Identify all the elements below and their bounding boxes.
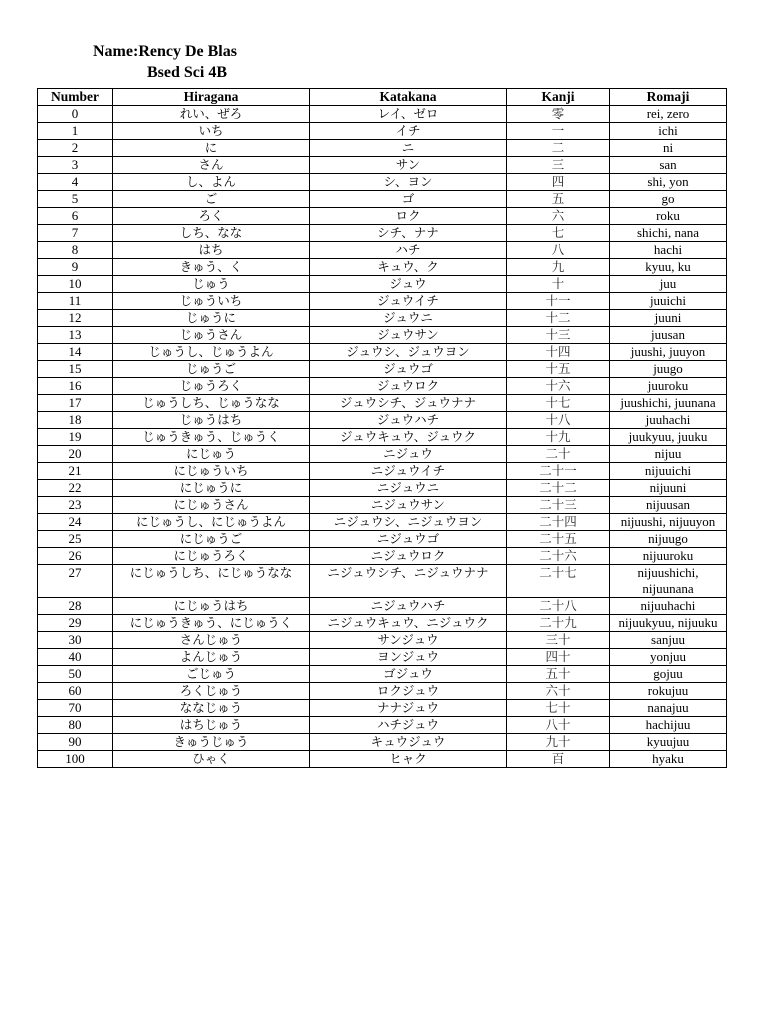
cell-kanji: 八 — [507, 242, 610, 259]
cell-kanji: 百 — [507, 751, 610, 768]
cell-number: 8 — [38, 242, 113, 259]
cell-hiragana: にじゅうし、にじゅうよん — [113, 514, 310, 531]
cell-katakana: ロクジュウ — [310, 683, 507, 700]
cell-hiragana: ごじゅう — [113, 666, 310, 683]
cell-hiragana: よんじゅう — [113, 649, 310, 666]
cell-kanji: 二十四 — [507, 514, 610, 531]
cell-katakana: ゴジュウ — [310, 666, 507, 683]
cell-number: 50 — [38, 666, 113, 683]
cell-romaji: nijuusan — [610, 497, 727, 514]
cell-kanji: 十五 — [507, 361, 610, 378]
cell-katakana: ジュウロク — [310, 378, 507, 395]
column-header-hiragana: Hiragana — [113, 89, 310, 106]
table-row — [38, 140, 727, 157]
cell-romaji: juushichi, juunana — [610, 395, 727, 412]
table-row — [38, 293, 727, 310]
cell-kanji: 二十八 — [507, 598, 610, 615]
cell-katakana: ニジュウシ、ニジュウヨン — [310, 514, 507, 531]
cell-katakana: ジュウシ、ジュウヨン — [310, 344, 507, 361]
cell-romaji: nijuuni — [610, 480, 727, 497]
cell-hiragana: はち — [113, 242, 310, 259]
cell-romaji: juu — [610, 276, 727, 293]
cell-kanji: 一 — [507, 123, 610, 140]
cell-number: 26 — [38, 548, 113, 565]
cell-hiragana: じゅうさん — [113, 327, 310, 344]
cell-romaji: juuroku — [610, 378, 727, 395]
cell-number: 9 — [38, 259, 113, 276]
cell-number: 17 — [38, 395, 113, 412]
cell-katakana: ニジュウニ — [310, 480, 507, 497]
cell-number: 7 — [38, 225, 113, 242]
cell-number: 21 — [38, 463, 113, 480]
cell-hiragana: にじゅうろく — [113, 548, 310, 565]
cell-number: 60 — [38, 683, 113, 700]
cell-romaji: go — [610, 191, 727, 208]
cell-hiragana: ろくじゅう — [113, 683, 310, 700]
cell-number: 15 — [38, 361, 113, 378]
cell-hiragana: にじゅうはち — [113, 598, 310, 615]
table-row — [38, 700, 727, 717]
cell-number: 13 — [38, 327, 113, 344]
cell-kanji: 五 — [507, 191, 610, 208]
cell-kanji: 二十六 — [507, 548, 610, 565]
cell-hiragana: はちじゅう — [113, 717, 310, 734]
table-row — [38, 649, 727, 666]
cell-number: 0 — [38, 106, 113, 123]
cell-romaji: sanjuu — [610, 632, 727, 649]
cell-kanji: 二 — [507, 140, 610, 157]
cell-kanji: 十九 — [507, 429, 610, 446]
cell-hiragana: さん — [113, 157, 310, 174]
cell-katakana: シチ、ナナ — [310, 225, 507, 242]
cell-number: 19 — [38, 429, 113, 446]
cell-kanji: 五十 — [507, 666, 610, 683]
cell-number: 22 — [38, 480, 113, 497]
cell-hiragana: じゅうしち、じゅうなな — [113, 395, 310, 412]
cell-romaji: juuhachi — [610, 412, 727, 429]
cell-hiragana: に — [113, 140, 310, 157]
cell-number: 29 — [38, 615, 113, 632]
table-row — [38, 259, 727, 276]
cell-number: 90 — [38, 734, 113, 751]
table-row — [38, 106, 727, 123]
cell-romaji: hachijuu — [610, 717, 727, 734]
cell-kanji: 十三 — [507, 327, 610, 344]
cell-katakana: イチ — [310, 123, 507, 140]
cell-number: 18 — [38, 412, 113, 429]
cell-kanji: 二十七 — [507, 565, 610, 598]
cell-number: 12 — [38, 310, 113, 327]
table-row — [38, 734, 727, 751]
table-row — [38, 463, 727, 480]
cell-katakana: ニジュウサン — [310, 497, 507, 514]
cell-hiragana: じゅうろく — [113, 378, 310, 395]
cell-kanji: 四 — [507, 174, 610, 191]
cell-romaji: juukyuu, juuku — [610, 429, 727, 446]
cell-hiragana: にじゅういち — [113, 463, 310, 480]
cell-romaji: rokujuu — [610, 683, 727, 700]
cell-katakana: ニジュウキュウ、ニジュウク — [310, 615, 507, 632]
cell-hiragana: さんじゅう — [113, 632, 310, 649]
cell-kanji: 九十 — [507, 734, 610, 751]
cell-katakana: ニジュウゴ — [310, 531, 507, 548]
cell-romaji: juushi, juuyon — [610, 344, 727, 361]
cell-katakana: シ、ヨン — [310, 174, 507, 191]
cell-romaji: juusan — [610, 327, 727, 344]
cell-romaji: san — [610, 157, 727, 174]
table-row — [38, 174, 727, 191]
cell-kanji: 三 — [507, 157, 610, 174]
cell-katakana: ジュウイチ — [310, 293, 507, 310]
cell-kanji: 二十 — [507, 446, 610, 463]
cell-hiragana: じゅう — [113, 276, 310, 293]
cell-romaji: nijuuichi — [610, 463, 727, 480]
cell-katakana: ハチジュウ — [310, 717, 507, 734]
cell-kanji: 二十二 — [507, 480, 610, 497]
column-header-katakana: Katakana — [310, 89, 507, 106]
cell-kanji: 二十一 — [507, 463, 610, 480]
cell-romaji: nijuukyuu, nijuuku — [610, 615, 727, 632]
column-header-romaji: Romaji — [610, 89, 727, 106]
cell-romaji: gojuu — [610, 666, 727, 683]
cell-number: 2 — [38, 140, 113, 157]
cell-katakana: ジュウニ — [310, 310, 507, 327]
cell-number: 25 — [38, 531, 113, 548]
cell-kanji: 六十 — [507, 683, 610, 700]
table-row — [38, 344, 727, 361]
cell-hiragana: じゅうご — [113, 361, 310, 378]
cell-number: 4 — [38, 174, 113, 191]
cell-kanji: 二十三 — [507, 497, 610, 514]
cell-kanji: 十八 — [507, 412, 610, 429]
cell-kanji: 八十 — [507, 717, 610, 734]
cell-hiragana: きゅうじゅう — [113, 734, 310, 751]
cell-number: 80 — [38, 717, 113, 734]
cell-hiragana: れい、ぜろ — [113, 106, 310, 123]
cell-katakana: レイ、ゼロ — [310, 106, 507, 123]
cell-romaji: juugo — [610, 361, 727, 378]
cell-katakana: ニジュウシチ、ニジュウナナ — [310, 565, 507, 598]
cell-number: 16 — [38, 378, 113, 395]
table-row — [38, 327, 727, 344]
cell-katakana: キュウ、ク — [310, 259, 507, 276]
cell-romaji: shi, yon — [610, 174, 727, 191]
cell-katakana: ヨンジュウ — [310, 649, 507, 666]
cell-romaji: yonjuu — [610, 649, 727, 666]
column-header-number: Number — [38, 89, 113, 106]
cell-romaji: hyaku — [610, 751, 727, 768]
cell-katakana: ニジュウハチ — [310, 598, 507, 615]
table-row — [38, 480, 727, 497]
cell-number: 28 — [38, 598, 113, 615]
table-row — [38, 446, 727, 463]
table-row — [38, 751, 727, 768]
cell-hiragana: にじゅうご — [113, 531, 310, 548]
cell-romaji: nijuushi, nijuuyon — [610, 514, 727, 531]
cell-number: 1 — [38, 123, 113, 140]
cell-katakana: ヒャク — [310, 751, 507, 768]
cell-number: 27 — [38, 565, 113, 598]
table-row — [38, 615, 727, 632]
cell-katakana: ジュウキュウ、ジュウク — [310, 429, 507, 446]
cell-hiragana: きゅう、く — [113, 259, 310, 276]
table-row — [38, 378, 727, 395]
cell-hiragana: し、よん — [113, 174, 310, 191]
cell-romaji: nanajuu — [610, 700, 727, 717]
cell-number: 23 — [38, 497, 113, 514]
cell-hiragana: にじゅうきゅう、にじゅうく — [113, 615, 310, 632]
cell-hiragana: じゅうに — [113, 310, 310, 327]
cell-number: 30 — [38, 632, 113, 649]
cell-katakana: ジュウハチ — [310, 412, 507, 429]
cell-romaji: rei, zero — [610, 106, 727, 123]
table-row — [38, 242, 727, 259]
cell-number: 11 — [38, 293, 113, 310]
cell-romaji: kyuujuu — [610, 734, 727, 751]
cell-number: 40 — [38, 649, 113, 666]
cell-romaji: nijuuhachi — [610, 598, 727, 615]
cell-romaji: shichi, nana — [610, 225, 727, 242]
cell-hiragana: ななじゅう — [113, 700, 310, 717]
cell-katakana: ロク — [310, 208, 507, 225]
cell-romaji: nijuushichi, nijuunana — [610, 565, 727, 598]
cell-number: 3 — [38, 157, 113, 174]
cell-katakana: キュウジュウ — [310, 734, 507, 751]
cell-romaji: ichi — [610, 123, 727, 140]
table-row — [38, 632, 727, 649]
cell-romaji: juuichi — [610, 293, 727, 310]
cell-number: 24 — [38, 514, 113, 531]
cell-romaji: kyuu, ku — [610, 259, 727, 276]
table-header-row — [38, 89, 727, 106]
cell-number: 6 — [38, 208, 113, 225]
table-row — [38, 717, 727, 734]
table-row — [38, 548, 727, 565]
cell-katakana: サンジュウ — [310, 632, 507, 649]
table-row — [38, 514, 727, 531]
cell-kanji: 零 — [507, 106, 610, 123]
cell-katakana: ジュウ — [310, 276, 507, 293]
cell-katakana: ジュウシチ、ジュウナナ — [310, 395, 507, 412]
table-row — [38, 191, 727, 208]
cell-hiragana: にじゅうしち、にじゅうなな — [113, 565, 310, 598]
cell-number: 70 — [38, 700, 113, 717]
cell-hiragana: にじゅうに — [113, 480, 310, 497]
cell-katakana: ニジュウロク — [310, 548, 507, 565]
table-row — [38, 412, 727, 429]
cell-hiragana: にじゅう — [113, 446, 310, 463]
cell-kanji: 二十五 — [507, 531, 610, 548]
cell-katakana: ニジュウ — [310, 446, 507, 463]
japanese-numbers-table — [37, 88, 727, 768]
table-row — [38, 157, 727, 174]
cell-kanji: 九 — [507, 259, 610, 276]
table-row — [38, 208, 727, 225]
cell-katakana: ゴ — [310, 191, 507, 208]
table-row — [38, 598, 727, 615]
cell-katakana: ジュウサン — [310, 327, 507, 344]
table-row — [38, 666, 727, 683]
cell-hiragana: ひゃく — [113, 751, 310, 768]
table-row — [38, 276, 727, 293]
cell-hiragana: じゅうはち — [113, 412, 310, 429]
cell-kanji: 十 — [507, 276, 610, 293]
cell-katakana: ハチ — [310, 242, 507, 259]
table-row — [38, 429, 727, 446]
table-row — [38, 123, 727, 140]
cell-hiragana: じゅうきゅう、じゅうく — [113, 429, 310, 446]
cell-kanji: 十四 — [507, 344, 610, 361]
cell-romaji: nijuuroku — [610, 548, 727, 565]
cell-number: 5 — [38, 191, 113, 208]
student-name: Name:Rency De Blas — [93, 43, 237, 60]
table-row — [38, 683, 727, 700]
cell-katakana: ニ — [310, 140, 507, 157]
cell-hiragana: じゅうし、じゅうよん — [113, 344, 310, 361]
cell-number: 10 — [38, 276, 113, 293]
student-class: Bsed Sci 4B — [147, 64, 228, 81]
table-body — [38, 106, 727, 768]
cell-kanji: 十二 — [507, 310, 610, 327]
cell-number: 14 — [38, 344, 113, 361]
table-row — [38, 497, 727, 514]
table-row — [38, 361, 727, 378]
table-row — [38, 565, 727, 598]
cell-romaji: ni — [610, 140, 727, 157]
cell-hiragana: ご — [113, 191, 310, 208]
table-row — [38, 395, 727, 412]
cell-hiragana: にじゅうさん — [113, 497, 310, 514]
cell-hiragana: じゅういち — [113, 293, 310, 310]
cell-kanji: 十七 — [507, 395, 610, 412]
cell-katakana: サン — [310, 157, 507, 174]
cell-katakana: ジュウゴ — [310, 361, 507, 378]
table-row — [38, 531, 727, 548]
cell-katakana: ニジュウイチ — [310, 463, 507, 480]
cell-kanji: 七 — [507, 225, 610, 242]
cell-hiragana: しち、なな — [113, 225, 310, 242]
column-header-kanji: Kanji — [507, 89, 610, 106]
cell-katakana: ナナジュウ — [310, 700, 507, 717]
cell-romaji: roku — [610, 208, 727, 225]
table-row — [38, 225, 727, 242]
cell-romaji: hachi — [610, 242, 727, 259]
cell-romaji: nijuu — [610, 446, 727, 463]
cell-number: 100 — [38, 751, 113, 768]
table-row — [38, 310, 727, 327]
cell-kanji: 三十 — [507, 632, 610, 649]
cell-kanji: 十六 — [507, 378, 610, 395]
cell-number: 20 — [38, 446, 113, 463]
cell-hiragana: ろく — [113, 208, 310, 225]
cell-romaji: juuni — [610, 310, 727, 327]
cell-kanji: 二十九 — [507, 615, 610, 632]
cell-kanji: 十一 — [507, 293, 610, 310]
cell-kanji: 四十 — [507, 649, 610, 666]
cell-kanji: 六 — [507, 208, 610, 225]
cell-hiragana: いち — [113, 123, 310, 140]
cell-kanji: 七十 — [507, 700, 610, 717]
cell-romaji: nijuugo — [610, 531, 727, 548]
